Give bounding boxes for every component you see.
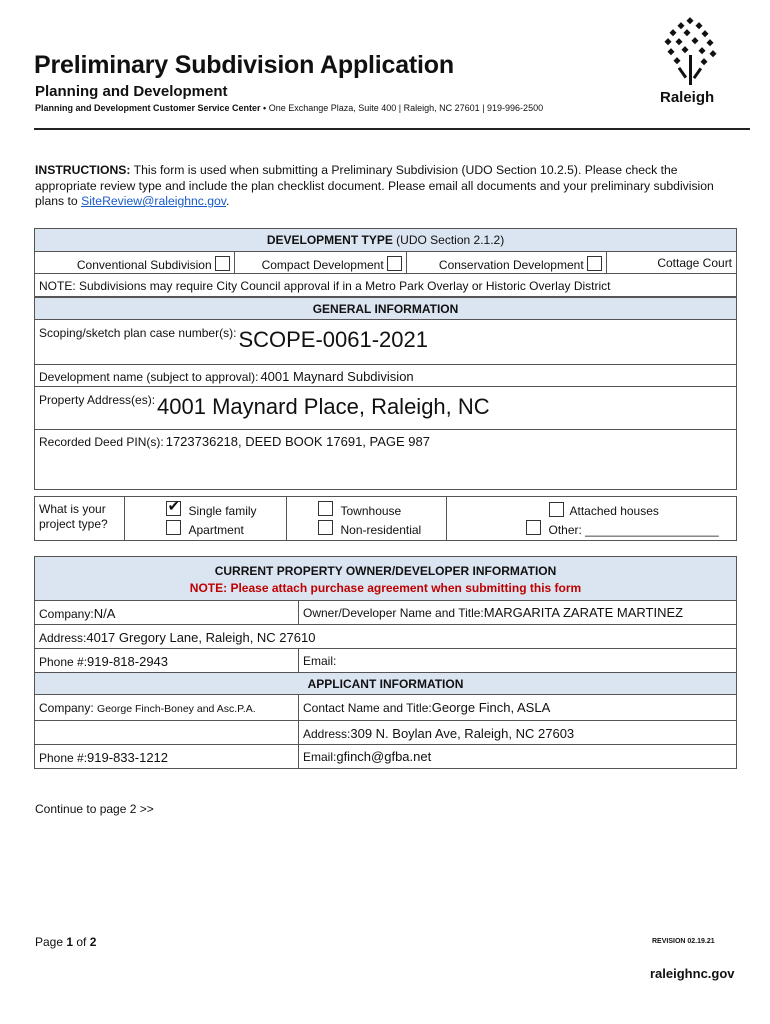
- applicant-company-field[interactable]: George Finch-Boney and Asc.P.A.: [97, 703, 256, 715]
- general-information-heading: GENERAL INFORMATION: [35, 298, 737, 320]
- checkbox-compact[interactable]: [387, 256, 402, 271]
- single-family-apartment-labels: [185, 497, 287, 541]
- scoping-case-field[interactable]: SCOPE-0061-2021: [238, 327, 428, 352]
- checkbox-apartment[interactable]: [166, 520, 181, 535]
- checkbox-townhouse[interactable]: [287, 497, 337, 541]
- deed-pin-row: [35, 430, 737, 490]
- property-address-label: Property Address(es):: [39, 393, 156, 407]
- checkbox-conventional[interactable]: [215, 256, 230, 271]
- applicant-contact-row: Contact Name and Title:George Finch, ASLA: [299, 695, 737, 721]
- development-type-note: NOTE: Subdivisions may require City Council approval if in a Metro Park Overlay or Historic Overlay District: [35, 274, 737, 297]
- owner-phone-row: Phone #:919-818-2943: [35, 649, 299, 673]
- applicant-company-row: Company: George Finch-Boney and Asc.P.A.: [35, 695, 299, 721]
- development-type-heading: DEVELOPMENT TYPE (UDO Section 2.1.2): [35, 229, 737, 252]
- option-compact-development[interactable]: Compact Development: [235, 252, 407, 274]
- applicant-blank-cell: [35, 721, 299, 745]
- checkbox-conservation[interactable]: [587, 256, 602, 271]
- website-footer: raleighnc.gov: [650, 966, 735, 981]
- continue-to-page-2: Continue to page 2 >>: [35, 802, 154, 816]
- owner-company-field[interactable]: N/A: [93, 606, 116, 621]
- owner-note: NOTE: Please attach purchase agreement when submitting this form: [189, 581, 582, 595]
- townhouse-nonres-labels: [337, 497, 447, 541]
- applicant-email-row: Email:gfinch@gfba.net: [299, 745, 737, 769]
- owner-company-row: Company:N/A: [35, 601, 299, 625]
- scoping-label: Scoping/sketch plan case number(s):: [39, 326, 237, 340]
- contact-line: [35, 103, 543, 113]
- development-name-field[interactable]: 4001 Maynard Subdivision: [260, 369, 414, 384]
- owner-name-field[interactable]: MARGARITA ZARATE MARTINEZ: [483, 605, 684, 620]
- contact-center-name: Planning and Development Customer Service Center •: [35, 103, 267, 113]
- applicant-information-heading: APPLICANT INFORMATION: [35, 673, 737, 695]
- owner-address-field[interactable]: 4017 Gregory Lane, Raleigh, NC 27610: [86, 630, 316, 645]
- instructions-end: .: [226, 194, 230, 208]
- department-name: Planning and Development: [35, 83, 228, 100]
- owner-information-table: [34, 556, 737, 769]
- sitereview-email-link[interactable]: SiteReview@raleighnc.gov: [81, 194, 227, 208]
- townhouse-label: Townhouse: [340, 504, 402, 518]
- single-family-label: Single family: [188, 504, 257, 518]
- instructions-text: This form is used when submitting a Preliminary Subdivision (UDO Section 10.2.5). Please check the appropriate review type and include the plan checklist document. Please email all documents and your preliminary subdivision plans to: [35, 163, 714, 208]
- page-title: Preliminary Subdivision Application: [34, 51, 454, 79]
- option-conservation-development[interactable]: Conservation Development: [407, 252, 607, 274]
- owner-information-heading: CURRENT PROPERTY OWNER/DEVELOPER INFORMATION NOTE: Please attach purchase agreement when submitting this form: [35, 557, 737, 601]
- property-address-field[interactable]: 4001 Maynard Place, Raleigh, NC: [157, 394, 490, 419]
- checkbox-attached-houses[interactable]: [549, 502, 564, 517]
- checkbox-other[interactable]: [447, 497, 545, 541]
- contact-address: One Exchange Plaza, Suite 400 | Raleigh, NC 27601 | 919-996-2500: [266, 103, 544, 113]
- development-type-table: [34, 228, 737, 297]
- development-name-label: Development name (subject to approval):: [39, 370, 259, 384]
- project-type-label: What is your project type?: [35, 497, 125, 541]
- checkbox-single-family[interactable]: ✔: [125, 497, 185, 541]
- deed-pin-field[interactable]: 1723736218, DEED BOOK 17691, PAGE 987: [165, 434, 430, 449]
- deed-pin-label: Recorded Deed PIN(s):: [39, 435, 164, 449]
- other-field[interactable]: Other: ____________________: [548, 523, 719, 537]
- instructions-label: INSTRUCTIONS:: [35, 163, 131, 177]
- owner-address-row: Address:4017 Gregory Lane, Raleigh, NC 27610: [35, 625, 737, 649]
- applicant-contact-field[interactable]: George Finch, ASLA: [431, 700, 551, 715]
- apartment-label: Apartment: [188, 523, 244, 537]
- attached-other-labels: [545, 497, 737, 541]
- header-divider: [34, 128, 750, 130]
- owner-email-row: Email:: [299, 649, 737, 673]
- applicant-phone-field[interactable]: 919-833-1212: [87, 750, 169, 765]
- instructions: [35, 163, 741, 210]
- property-address-row: [35, 387, 737, 430]
- option-cottage-court[interactable]: Cottage Court: [607, 252, 737, 274]
- checkbox-non-residential[interactable]: [318, 520, 333, 535]
- development-name-row: [35, 365, 737, 387]
- project-type-table: [34, 496, 737, 541]
- attached-houses-label: Attached houses: [569, 504, 659, 518]
- page-number: Page 1 of 2: [35, 935, 97, 949]
- owner-name-row: Owner/Developer Name and Title:MARGARITA ZARATE MARTINEZ: [299, 601, 737, 625]
- scoping-case-row: [35, 320, 737, 365]
- revision-label: REVISION 02.19.21: [652, 938, 715, 945]
- general-information-table: [34, 297, 737, 490]
- non-residential-label: Non-residential: [340, 523, 422, 537]
- option-conventional-subdivision[interactable]: Conventional Subdivision: [35, 252, 235, 274]
- owner-phone-field[interactable]: 919-818-2943: [87, 654, 169, 669]
- applicant-address-row: Address:309 N. Boylan Ave, Raleigh, NC 27603: [299, 721, 737, 745]
- applicant-address-field[interactable]: 309 N. Boylan Ave, Raleigh, NC 27603: [350, 726, 575, 741]
- applicant-phone-row: Phone #:919-833-1212: [35, 745, 299, 769]
- applicant-email-field[interactable]: gfinch@gfba.net: [336, 749, 432, 764]
- logo-wordmark: Raleigh: [660, 89, 715, 106]
